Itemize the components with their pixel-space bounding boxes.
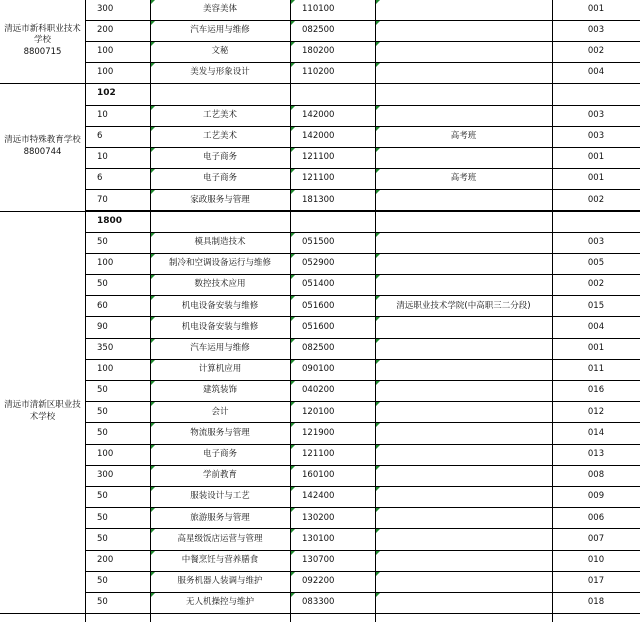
- cell-comment-marker: [291, 317, 295, 321]
- note-cell[interactable]: [375, 423, 552, 444]
- cell-comment-marker: [291, 63, 295, 67]
- cell-comment-marker: [291, 233, 295, 237]
- major-name-cell[interactable]: 学前教育: [202, 470, 237, 481]
- cell-comment-marker: [376, 466, 380, 470]
- cell-comment-marker: [376, 42, 380, 46]
- enrollment-count-cell[interactable]: 300: [97, 3, 114, 14]
- enrollment-count-cell[interactable]: 90: [97, 321, 108, 332]
- sequence-number-cell[interactable]: 007: [587, 533, 605, 544]
- major-name-cell[interactable]: 数控技术应用: [194, 279, 246, 290]
- cell-comment-marker: [376, 148, 380, 152]
- major-name-cell[interactable]: 工艺美术: [202, 131, 237, 142]
- cell-comment-marker: [291, 42, 295, 46]
- school-name-cell[interactable]: [0, 83, 85, 210]
- major-code-cell[interactable]: 051400: [302, 279, 335, 290]
- major-code-cell[interactable]: 110200: [302, 67, 335, 78]
- school-name-line: 清远市特殊教育学校: [4, 135, 81, 146]
- school-name-line: 清远市清新区职业技: [4, 400, 81, 411]
- note-cell[interactable]: 高考班: [450, 131, 477, 142]
- cell-comment-marker: [291, 0, 295, 4]
- sequence-number-cell[interactable]: 012: [587, 406, 605, 417]
- cell-comment-marker: [376, 190, 380, 194]
- enrollment-count-cell[interactable]: 100: [97, 46, 114, 57]
- sequence-number-cell[interactable]: 004: [587, 67, 605, 78]
- cell-comment-marker: [376, 317, 380, 321]
- major-name-cell[interactable]: 电子商务: [202, 449, 237, 460]
- major-code-cell[interactable]: 180200: [302, 46, 335, 57]
- cell-comment-marker: [376, 296, 380, 300]
- enrollment-count-cell[interactable]: 6: [97, 173, 103, 184]
- sequence-number-cell[interactable]: 015: [587, 300, 605, 311]
- enrollment-count-cell[interactable]: 300: [97, 470, 114, 481]
- enrollment-count-cell[interactable]: 50: [97, 576, 108, 587]
- cell-comment-marker: [151, 0, 155, 4]
- major-code-cell[interactable]: 121100: [302, 173, 335, 184]
- note-cell[interactable]: [375, 62, 552, 83]
- note-cell[interactable]: [375, 550, 552, 571]
- note-cell[interactable]: [375, 401, 552, 422]
- major-name-cell[interactable]: 汽车运用与维修: [190, 25, 250, 36]
- major-code-cell[interactable]: 090100: [302, 364, 335, 375]
- major-name-cell[interactable]: 美容美体: [202, 3, 237, 14]
- cell-comment-marker: [376, 593, 380, 597]
- cell-comment-marker: [151, 127, 155, 131]
- major-name-cell[interactable]: 机电设备安装与维修: [181, 321, 259, 332]
- row-divider: [0, 211, 640, 212]
- cell-comment-marker: [376, 402, 380, 406]
- cell-comment-marker: [291, 148, 295, 152]
- cell-comment-marker: [291, 21, 295, 25]
- cell-comment-marker: [376, 63, 380, 67]
- note-cell[interactable]: [375, 0, 552, 20]
- major-name-cell[interactable]: 工艺美术: [202, 109, 237, 120]
- major-name-cell[interactable]: 模具制造技术: [194, 237, 246, 248]
- enrollment-count-cell[interactable]: 50: [97, 512, 108, 523]
- sequence-number-cell[interactable]: 001: [587, 3, 605, 14]
- note-cell[interactable]: [375, 317, 552, 338]
- note-cell[interactable]: [375, 571, 552, 592]
- school-code: 8800744: [23, 146, 62, 157]
- cell-comment-marker: [291, 445, 295, 449]
- major-name-cell[interactable]: 汽车运用与维修: [190, 343, 250, 354]
- enrollment-count-cell[interactable]: 50: [97, 279, 108, 290]
- cell-comment-marker: [291, 572, 295, 576]
- cell-comment-marker: [376, 445, 380, 449]
- cell-comment-marker: [151, 466, 155, 470]
- enrollment-count-cell[interactable]: 10: [97, 152, 108, 163]
- sequence-number-cell[interactable]: 006: [587, 512, 605, 523]
- sequence-number-cell[interactable]: 003: [587, 109, 605, 120]
- cell-comment-marker: [151, 169, 155, 173]
- sequence-number-cell[interactable]: 005: [587, 258, 605, 269]
- sequence-number-cell[interactable]: 014: [587, 427, 605, 438]
- major-name-cell[interactable]: 美发与形象设计: [190, 67, 250, 78]
- school-name-line: 术学校: [29, 411, 56, 422]
- cell-comment-marker: [151, 148, 155, 152]
- enrollment-count-cell[interactable]: 50: [97, 406, 108, 417]
- note-cell[interactable]: [375, 359, 552, 380]
- cell-comment-marker: [376, 529, 380, 533]
- major-name-cell[interactable]: 机电设备安装与维修: [181, 300, 259, 311]
- major-name-cell[interactable]: 文秘: [211, 46, 229, 57]
- cell-comment-marker: [376, 487, 380, 491]
- major-code-cell[interactable]: 130700: [302, 555, 335, 566]
- sequence-number-cell[interactable]: 003: [587, 131, 605, 142]
- enrollment-count-cell[interactable]: 60: [97, 300, 108, 311]
- major-name-cell[interactable]: 无人机操控与维护: [185, 597, 254, 608]
- major-code-cell[interactable]: 121100: [302, 449, 335, 460]
- major-code-cell[interactable]: 130100: [302, 533, 335, 544]
- major-name-cell[interactable]: 家政服务与管理: [190, 194, 250, 205]
- note-cell[interactable]: [375, 253, 552, 274]
- cell-comment-marker: [291, 402, 295, 406]
- note-cell[interactable]: [375, 465, 552, 486]
- cell-comment-marker: [376, 233, 380, 237]
- cell-comment-marker: [151, 106, 155, 110]
- enrollment-count-cell[interactable]: 10: [97, 109, 108, 120]
- cell-comment-marker: [151, 63, 155, 67]
- enrollment-count-cell[interactable]: 100: [97, 67, 114, 78]
- major-name-cell[interactable]: 服装设计与工艺: [190, 491, 250, 502]
- cell-comment-marker: [376, 572, 380, 576]
- enrollment-count-cell[interactable]: 100: [97, 449, 114, 460]
- cell-comment-marker: [376, 360, 380, 364]
- major-code-cell[interactable]: 142400: [302, 491, 335, 502]
- cell-comment-marker: [376, 551, 380, 555]
- major-code-cell[interactable]: 082500: [302, 343, 335, 354]
- major-name-cell[interactable]: 制冷和空调设备运行与维修: [168, 258, 271, 269]
- major-code-cell[interactable]: 040200: [302, 385, 335, 396]
- cell-comment-marker: [151, 508, 155, 512]
- cell-comment-marker: [151, 254, 155, 258]
- cell-comment-marker: [291, 423, 295, 427]
- note-cell[interactable]: 清远职业技术学院(中高职三二分段): [396, 300, 531, 311]
- note-cell[interactable]: [375, 380, 552, 401]
- cell-comment-marker: [376, 106, 380, 110]
- major-code-cell[interactable]: 051600: [302, 321, 335, 332]
- enrollment-count-cell[interactable]: 50: [97, 491, 108, 502]
- note-cell[interactable]: [375, 41, 552, 62]
- cell-comment-marker: [151, 296, 155, 300]
- row-divider: [0, 83, 640, 84]
- cell-comment-marker: [151, 572, 155, 576]
- enrollment-count-cell[interactable]: 350: [97, 343, 114, 354]
- major-name-cell[interactable]: 计算机应用: [198, 364, 242, 375]
- cell-comment-marker: [151, 445, 155, 449]
- cell-comment-marker: [376, 339, 380, 343]
- cell-comment-marker: [151, 551, 155, 555]
- sequence-number-cell[interactable]: 013: [587, 449, 605, 460]
- sequence-number-cell[interactable]: 009: [587, 491, 605, 502]
- cell-comment-marker: [376, 254, 380, 258]
- major-code-cell[interactable]: 083300: [302, 597, 335, 608]
- note-cell[interactable]: [375, 232, 552, 253]
- enrollment-count-cell[interactable]: 70: [97, 194, 108, 205]
- cell-comment-marker: [151, 190, 155, 194]
- cell-comment-marker: [151, 402, 155, 406]
- note-cell[interactable]: [375, 338, 552, 359]
- cell-comment-marker: [376, 381, 380, 385]
- cell-comment-marker: [376, 423, 380, 427]
- major-name-cell[interactable]: 会计: [211, 406, 229, 417]
- enrollment-count-cell[interactable]: 200: [97, 555, 114, 566]
- note-cell[interactable]: 高考班: [450, 173, 477, 184]
- cell-comment-marker: [291, 127, 295, 131]
- major-code-cell[interactable]: 082500: [302, 25, 335, 36]
- sequence-number-cell[interactable]: 002: [587, 279, 605, 290]
- enrollment-count-cell[interactable]: 100: [97, 364, 114, 375]
- note-cell[interactable]: [375, 529, 552, 550]
- cell-comment-marker: [151, 529, 155, 533]
- cell-comment-marker: [291, 551, 295, 555]
- cell-comment-marker: [291, 529, 295, 533]
- school-total-cell[interactable]: 102: [97, 88, 116, 99]
- enrollment-count-cell[interactable]: 50: [97, 385, 108, 396]
- cell-comment-marker: [376, 508, 380, 512]
- cell-comment-marker: [291, 275, 295, 279]
- cell-comment-marker: [151, 339, 155, 343]
- cell-comment-marker: [291, 106, 295, 110]
- cell-comment-marker: [291, 381, 295, 385]
- major-name-cell[interactable]: 高星级饭店运营与管理: [177, 533, 263, 544]
- cell-comment-marker: [151, 487, 155, 491]
- cell-comment-marker: [291, 254, 295, 258]
- note-cell[interactable]: [375, 105, 552, 126]
- note-cell[interactable]: [375, 444, 552, 465]
- major-name-cell[interactable]: 建筑装饰: [202, 385, 237, 396]
- sequence-number-cell[interactable]: 003: [587, 25, 605, 36]
- sequence-number-cell[interactable]: 010: [587, 555, 605, 566]
- major-code-cell[interactable]: 051600: [302, 300, 335, 311]
- sequence-number-cell[interactable]: 001: [587, 152, 605, 163]
- cell-comment-marker: [151, 423, 155, 427]
- note-cell[interactable]: [375, 189, 552, 210]
- sequence-number-cell[interactable]: 011: [587, 364, 605, 375]
- cell-comment-marker: [376, 127, 380, 131]
- major-code-cell[interactable]: 142000: [302, 109, 335, 120]
- enrollment-count-cell[interactable]: 50: [97, 533, 108, 544]
- cell-comment-marker: [291, 190, 295, 194]
- major-code-cell[interactable]: 121100: [302, 152, 335, 163]
- cell-comment-marker: [151, 360, 155, 364]
- major-code-cell[interactable]: 121900: [302, 427, 335, 438]
- sequence-number-cell[interactable]: 004: [587, 321, 605, 332]
- cell-comment-marker: [151, 21, 155, 25]
- enrollment-count-cell[interactable]: 200: [97, 25, 114, 36]
- school-total-cell[interactable]: 1800: [97, 215, 123, 226]
- sequence-number-cell[interactable]: 001: [587, 343, 605, 354]
- sequence-number-cell[interactable]: 008: [587, 470, 605, 481]
- major-code-cell[interactable]: 130200: [302, 512, 335, 523]
- major-code-cell[interactable]: 142000: [302, 131, 335, 142]
- note-cell[interactable]: [375, 274, 552, 295]
- major-code-cell[interactable]: 110100: [302, 3, 335, 14]
- major-name-cell[interactable]: 中餐烹饪与营养膳食: [181, 555, 259, 566]
- school-name-cell[interactable]: [0, 0, 85, 83]
- school-name-line: 学校: [33, 35, 51, 46]
- major-code-cell[interactable]: 052900: [302, 258, 335, 269]
- major-name-cell[interactable]: 服务机器人装调与维护: [177, 576, 263, 587]
- cell-comment-marker: [376, 169, 380, 173]
- sequence-number-cell[interactable]: 017: [587, 576, 605, 587]
- cell-comment-marker: [291, 169, 295, 173]
- cell-comment-marker: [151, 233, 155, 237]
- enrollment-count-cell[interactable]: 50: [97, 237, 108, 248]
- major-name-cell[interactable]: 电子商务: [202, 152, 237, 163]
- cell-comment-marker: [376, 0, 380, 4]
- major-code-cell[interactable]: 120100: [302, 406, 335, 417]
- major-code-cell[interactable]: 181300: [302, 194, 335, 205]
- row-divider: [0, 613, 640, 614]
- cell-comment-marker: [151, 593, 155, 597]
- sequence-number-cell[interactable]: 018: [587, 597, 605, 608]
- school-name-cell[interactable]: [0, 211, 85, 614]
- major-name-cell[interactable]: 电子商务: [202, 173, 237, 184]
- school-code: 8800715: [23, 46, 62, 57]
- enrollment-count-cell[interactable]: 100: [97, 258, 114, 269]
- major-code-cell[interactable]: 051500: [302, 237, 335, 248]
- note-cell[interactable]: [375, 147, 552, 168]
- cell-comment-marker: [376, 21, 380, 25]
- sequence-number-cell[interactable]: 002: [587, 194, 605, 205]
- major-code-cell[interactable]: 160100: [302, 470, 335, 481]
- enrollment-count-cell[interactable]: 50: [97, 597, 108, 608]
- cell-comment-marker: [291, 360, 295, 364]
- cell-comment-marker: [291, 466, 295, 470]
- cell-comment-marker: [151, 381, 155, 385]
- sequence-number-cell[interactable]: 002: [587, 46, 605, 57]
- school-name-line: 清远市新科职业技术: [4, 23, 81, 34]
- sequence-number-cell[interactable]: 016: [587, 385, 605, 396]
- cell-comment-marker: [151, 317, 155, 321]
- cell-comment-marker: [376, 275, 380, 279]
- note-cell[interactable]: [375, 592, 552, 613]
- enrollment-count-cell[interactable]: 50: [97, 427, 108, 438]
- cell-comment-marker: [151, 42, 155, 46]
- major-code-cell[interactable]: 092200: [302, 576, 335, 587]
- sequence-number-cell[interactable]: 001: [587, 173, 605, 184]
- note-cell[interactable]: [375, 486, 552, 507]
- cell-comment-marker: [291, 339, 295, 343]
- cell-comment-marker: [291, 296, 295, 300]
- cell-comment-marker: [151, 275, 155, 279]
- cell-comment-marker: [291, 487, 295, 491]
- note-cell[interactable]: [375, 20, 552, 41]
- note-cell[interactable]: [375, 507, 552, 528]
- cell-comment-marker: [291, 593, 295, 597]
- major-name-cell[interactable]: 物流服务与管理: [190, 427, 250, 438]
- enrollment-count-cell[interactable]: 6: [97, 131, 103, 142]
- cell-comment-marker: [291, 508, 295, 512]
- major-name-cell[interactable]: 旅游服务与管理: [190, 512, 250, 523]
- sequence-number-cell[interactable]: 003: [587, 237, 605, 248]
